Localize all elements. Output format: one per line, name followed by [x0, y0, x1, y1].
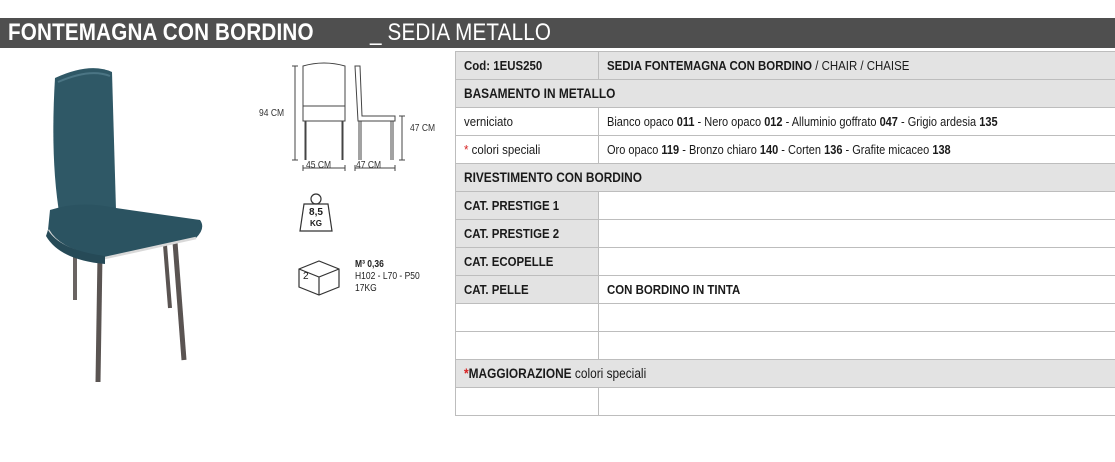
empty-cell — [456, 332, 599, 360]
cat-pelle-label: CAT. PELLE — [456, 276, 599, 304]
section-cover-heading: RIVESTIMENTO CON BORDINO — [456, 164, 1115, 192]
cat-prestige-1-label: CAT. PRESTIGE 1 — [456, 192, 599, 220]
product-subtitle: _ SEDIA METALLO — [369, 19, 551, 46]
package-size: H102 - L70 - P50 — [355, 271, 420, 282]
special-label: * colori speciali — [456, 136, 599, 164]
empty-cell — [599, 332, 1115, 360]
empty-cell — [599, 388, 1115, 416]
table-row-empty-3 — [456, 388, 1115, 416]
cat-ecopelle-label: CAT. ECOPELLE — [456, 248, 599, 276]
surcharge-note: *MAGGIORAZIONE colori speciali — [456, 360, 1115, 388]
side-view — [355, 66, 395, 160]
painted-label: verniciato — [456, 108, 599, 136]
cat-pelle-value: CON BORDINO IN TINTA — [599, 276, 1115, 304]
weight-icon — [296, 193, 336, 235]
package-icon — [295, 255, 345, 297]
top-margin — [0, 0, 1115, 18]
width-label: 45 CM — [306, 160, 332, 171]
table-row-prestige1 — [456, 192, 1115, 220]
table-row-prestige2 — [456, 220, 1115, 248]
table-row-code — [456, 52, 1115, 80]
product-title: FONTEMAGNA CON BORDINO — [8, 19, 314, 46]
front-view — [303, 63, 345, 160]
empty-cell — [599, 304, 1115, 332]
seat-height-label: 47 CM — [410, 123, 436, 134]
table-row-cover-section — [456, 164, 1115, 192]
table-row-painted — [456, 108, 1115, 136]
section-base-heading: BASAMENTO IN METALLO — [456, 80, 1115, 108]
empty-cell — [456, 304, 599, 332]
table-row-special — [456, 136, 1115, 164]
table-row-ecopelle — [456, 248, 1115, 276]
weight-value: 8,5 — [309, 207, 323, 218]
cat-prestige-1-value — [599, 192, 1115, 220]
depth-label: 47 CM — [356, 160, 382, 171]
chair-leg-front-right — [175, 242, 184, 360]
chair-leg-back-right — [165, 245, 170, 308]
painted-colors: Bianco opaco 011 - Nero opaco 012 - Alluminio goffrato 047 - Grigio ardesia 135 — [599, 108, 1115, 136]
special-colors: Oro opaco 119 - Bronzo chiaro 140 - Corten 136 - Grafite micaceo 138 — [599, 136, 1115, 164]
table-row-base-section — [456, 80, 1115, 108]
chair-backrest — [53, 68, 116, 220]
chair-image — [20, 60, 220, 390]
cat-ecopelle-value — [599, 248, 1115, 276]
package-info — [355, 259, 420, 295]
height-front-label: 94 CM — [259, 108, 285, 119]
product-visual-panel — [0, 50, 455, 462]
package-volume: M³ 0,36 — [355, 259, 384, 270]
package-pieces: 2 — [303, 271, 309, 282]
cat-prestige-2-value — [599, 220, 1115, 248]
cat-prestige-2-label: CAT. PRESTIGE 2 — [456, 220, 599, 248]
empty-cell — [456, 388, 599, 416]
product-code: Cod: 1EUS250 — [456, 52, 599, 80]
table-row-empty-1 — [456, 304, 1115, 332]
dimension-drawing — [250, 56, 450, 246]
package-weight: 17KG — [355, 283, 377, 294]
chair-leg-front-left — [98, 255, 100, 382]
spec-table — [455, 51, 1115, 416]
title-bar — [0, 18, 1115, 48]
weight-unit: KG — [310, 219, 322, 228]
table-row-pelle — [456, 276, 1115, 304]
product-name: SEDIA FONTEMAGNA CON BORDINO / CHAIR / CHAISE — [599, 52, 1115, 80]
table-row-empty-2 — [456, 332, 1115, 360]
table-row-surcharge — [456, 360, 1115, 388]
